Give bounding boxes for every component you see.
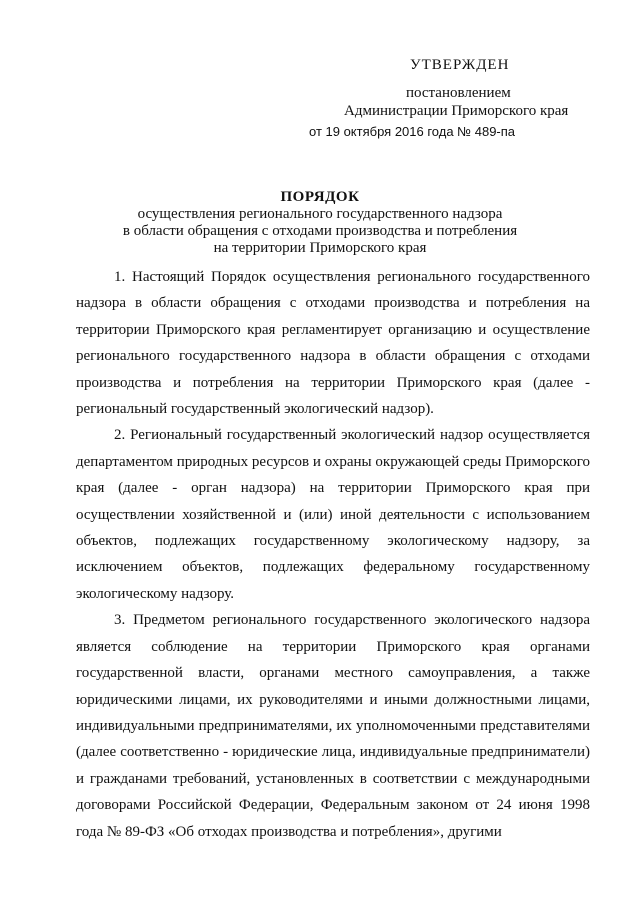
heading-line-2: в области обращения с отходами производства и потребления (122, 223, 518, 239)
document-title: ПОРЯДОК (280, 189, 360, 205)
approval-line-administration: Администрации Приморского края (344, 103, 569, 119)
paragraph-1: 1. Настоящий Порядок осуществления регионального государственного надзора в области обращения с отходами производства и потребления на территории Приморского края регламентирует организацию и осуществление регионального государственного надзора в области обращения с отходами производства и потребления на территории Приморского края (далее - региональный государственный экологический надзор). (76, 269, 590, 418)
document-body (76, 264, 590, 845)
document-heading (0, 188, 640, 257)
paragraph-2: 2. Региональный государственный экологический надзор осуществляется департаментом природных ресурсов и охраны окружающей среды Приморского края (далее - орган надзора) на территории Приморского края при осуществлении хозяйственной и (или) иной деятельности с использованием объектов, подлежащих государственному экологическому надзору, за исключением объектов, подлежащих федеральному государственному экологическому надзору. (76, 427, 590, 602)
approval-line-resolution: постановлением (406, 85, 511, 101)
approval-title: УТВЕРЖДЕН (410, 57, 510, 73)
approval-line-date-number: от 19 октября 2016 года № 489-па (309, 124, 516, 139)
heading-line-1: осуществления регионального государственного надзора (137, 206, 503, 222)
heading-line-3: на территории Приморского края (213, 240, 427, 256)
paragraph-3: 3. Предметом регионального государственного экологического надзора является соблюдение на территории Приморского края органами государственной власти, органами местного самоуправления, а также юридическими лицами, их руководителями и иными должностными лицами, индивидуальными предпринимателями, их уполномоченными представителями (далее соответственно - юридические лица, индивидуальные предприниматели) и гражданами требований, установленных в соответствии с международными договорами Российской Федерации, Федеральным законом от 24 июня 1998 года № 89-ФЗ «Об отходах производства и потребления», другими (76, 612, 590, 840)
